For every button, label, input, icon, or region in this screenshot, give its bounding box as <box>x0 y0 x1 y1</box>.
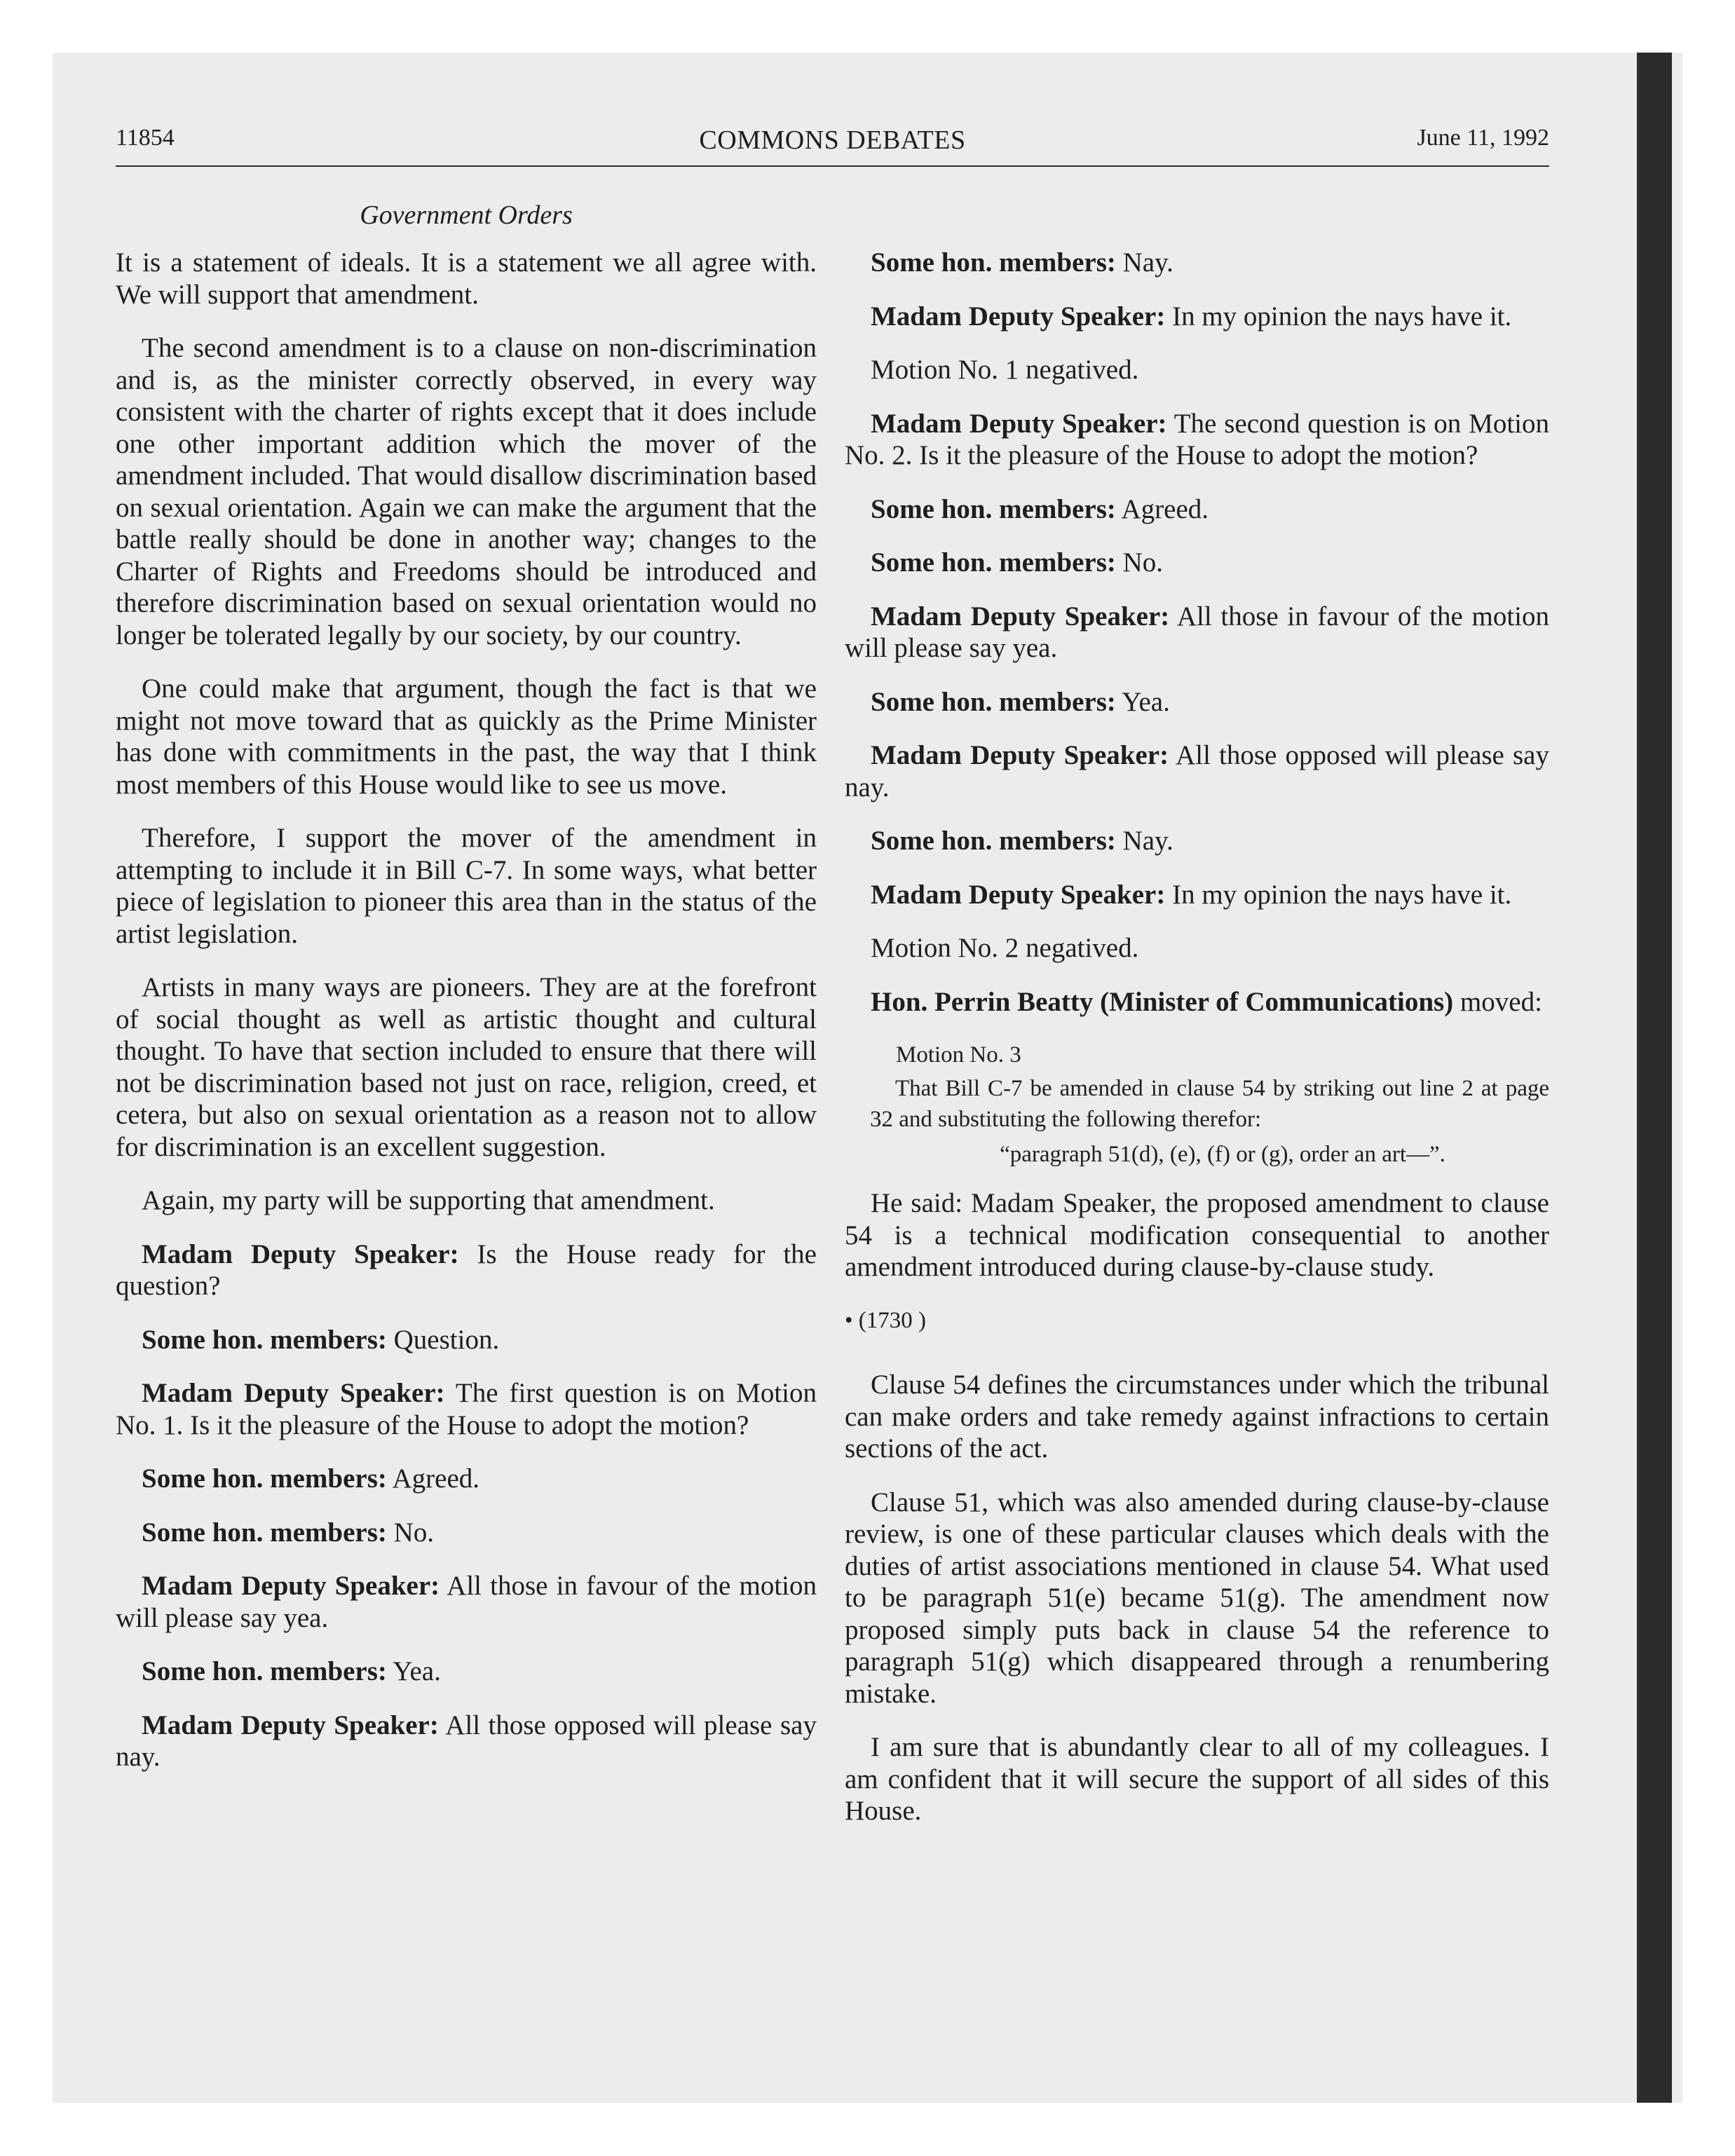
paragraph <box>845 1187 1549 1283</box>
paragraph <box>116 1239 817 1302</box>
paragraph <box>845 739 1549 803</box>
paragraph <box>116 1517 817 1549</box>
left-column <box>116 247 817 1795</box>
paragraph <box>845 825 1549 857</box>
paragraph <box>116 971 817 1163</box>
speaker-name: Madam Deputy Speaker: <box>871 301 1166 332</box>
paragraph <box>845 408 1549 472</box>
speaker-name: Hon. Perrin Beatty (Minister of Communications) <box>871 986 1454 1017</box>
speaker-name: Madam Deputy Speaker: <box>142 1378 445 1408</box>
page-date: June 11, 1992 <box>1417 125 1549 151</box>
paragraph-text: Agreed. <box>392 1464 480 1494</box>
speaker-name: Madam Deputy Speaker: <box>871 879 1166 910</box>
paragraph-text: Clause 54 defines the circumstances under which the tribunal can make orders and take remedy against infractions to certain sections of the act. <box>845 1370 1549 1464</box>
page-header <box>116 125 1549 167</box>
paragraph <box>845 1731 1549 1827</box>
paragraph-text: No. <box>1122 547 1164 578</box>
paragraph-text: Therefore, I support the mover of the amendment in attempting to include it in Bill C-7. In some ways, what better piece of legislation to pioneer this area than in the status of the artist legislation. <box>116 823 817 949</box>
paragraph <box>845 354 1549 386</box>
binding-edge <box>1637 53 1672 2103</box>
speaker-name: Madam Deputy Speaker: <box>142 1239 459 1269</box>
page-number: 11854 <box>116 125 175 151</box>
paragraph <box>845 601 1549 664</box>
paragraph <box>116 673 817 800</box>
motion-label: Motion No. 3 <box>896 1042 1021 1067</box>
speaker-name: Some hon. members: <box>142 1324 387 1355</box>
paragraph <box>116 1710 817 1773</box>
paragraph <box>116 822 817 950</box>
paragraph-text: The second question is on Motion No. 2. Is it the pleasure of the House to adopt the motion? <box>845 408 1549 470</box>
paragraph <box>845 493 1549 526</box>
section-title: Government Orders <box>360 200 573 230</box>
speaker-name: Some hon. members: <box>871 686 1116 717</box>
speaker-name: Some hon. members: <box>142 1517 387 1548</box>
paragraph-text: Yea. <box>1122 686 1170 717</box>
paragraph <box>116 1570 817 1634</box>
paragraph <box>845 686 1549 718</box>
paragraph-text: moved: <box>1460 986 1542 1017</box>
paragraph <box>116 247 817 311</box>
paragraph-text: One could make that argument, though the fact is that we might not move toward that as quickly as the Prime Minister has done with commitments in the past, the way that I think most members of this House would like to see us move. <box>116 674 817 800</box>
speaker-name: Some hon. members: <box>871 547 1116 578</box>
paragraph-text: The second amendment is to a clause on non-discrimination and is, as the minister correctly observed, in every way consistent with the charter of rights except that it does include one other important addition which the mover of the amendment included. That would disallow discrimination based on sexual orientation. Again we can make the argument that the battle really should be done in another way; changes to the Charter of Rights and Freedoms should be introduced and therefore discrimination based on sexual orientation would no longer be tolerated legally by our society, by our country. <box>116 333 817 650</box>
paragraph <box>845 879 1549 911</box>
paragraph-text: I am sure that is abundantly clear to all of my colleagues. I am confident that it will secure the support of all sides of this House. <box>845 1732 1549 1826</box>
paragraph-text: Nay. <box>1122 826 1173 856</box>
paragraph-text: In my opinion the nays have it. <box>1172 301 1512 332</box>
paragraph-text: It is a statement of ideals. It is a statement we all agree with. We will support that amendment. <box>116 247 817 310</box>
right-column-statement <box>845 1187 1549 1283</box>
speaker-name: Madam Deputy Speaker: <box>871 740 1169 770</box>
paragraph-text: Question. <box>393 1324 500 1355</box>
motion-block <box>870 1039 1549 1170</box>
paragraph-text: The first question is on Motion No. 1. Is it the pleasure of the House to adopt the motion? <box>116 1378 817 1440</box>
publication-title: COMMONS DEBATES <box>699 125 966 155</box>
right-column <box>845 247 1549 1849</box>
speaker-name: Some hon. members: <box>142 1464 387 1494</box>
paragraph-text: All those in favour of the motion will please say yea. <box>116 1571 817 1633</box>
paragraph-text: All those opposed will please say nay. <box>116 1710 817 1772</box>
paragraph-text: He said: Madam Speaker, the proposed amendment to clause 54 is a technical modification consequential to another amendment introduced during clause-by-clause study. <box>845 1188 1549 1282</box>
paragraph <box>845 1487 1549 1710</box>
header-rule <box>116 165 1549 167</box>
speaker-name: Madam Deputy Speaker: <box>871 408 1167 439</box>
paragraph-text: Is the House ready for the question? <box>116 1239 817 1301</box>
speaker-name: Madam Deputy Speaker: <box>142 1710 439 1740</box>
speaker-name: Some hon. members: <box>871 826 1116 856</box>
paragraph <box>116 1463 817 1495</box>
speaker-name: Madam Deputy Speaker: <box>142 1571 440 1601</box>
paragraph-text: No. <box>393 1517 435 1548</box>
right-column-debate <box>845 247 1549 1018</box>
paragraph <box>845 1369 1549 1465</box>
paragraph <box>116 1324 817 1356</box>
paragraph-text: Artists in many ways are pioneers. They are at the forefront of social thought as well as artistic thought and cultural thought. To have that section included to ensure that there will not be discrimination based not just on race, religion, creed, et cetera, but also on sexual orientation as a reason not to allow for discrimination is an excellent suggestion. <box>116 972 817 1162</box>
paragraph <box>116 1185 817 1217</box>
paragraph-text: Agreed. <box>1121 493 1209 524</box>
paragraph <box>116 1377 817 1441</box>
paragraph <box>845 932 1549 964</box>
time-marker: • (1730 ) <box>845 1307 927 1333</box>
paragraph-text: All those opposed will please say nay. <box>845 740 1549 803</box>
paragraph-text: Motion No. 2 negatived. <box>871 933 1139 963</box>
paragraph <box>845 247 1549 279</box>
speaker-name: Some hon. members: <box>871 247 1116 278</box>
paragraph <box>116 332 817 651</box>
paragraph <box>845 301 1549 333</box>
speaker-name: Some hon. members: <box>142 1656 387 1686</box>
paragraph-text: Again, my party will be supporting that amendment. <box>142 1185 715 1215</box>
right-column-explanation <box>845 1369 1549 1827</box>
paragraph-text: All those in favour of the motion will please say yea. <box>845 601 1549 663</box>
paragraph-text: In my opinion the nays have it. <box>1172 879 1512 910</box>
paragraph-text: Nay. <box>1122 247 1173 278</box>
paragraph <box>116 1656 817 1688</box>
motion-substitution: “paragraph 51(d), (e), (f) or (g), order an art—”. <box>1000 1142 1445 1167</box>
speaker-name: Madam Deputy Speaker: <box>871 601 1170 632</box>
paragraph <box>845 986 1549 1018</box>
motion-text: That Bill C-7 be amended in clause 54 by striking out line 2 at page 32 and substituting the following therefor: <box>870 1076 1549 1132</box>
paragraph-text: Clause 51, which was also amended during clause-by-clause review, is one of these particular clauses which deals with the duties of artist associations mentioned in clause 54. What used to be paragraph 51(e) became 51(g). The amendment now proposed simply puts back in clause 54 the reference to paragraph 51(g) which disappeared through a renumbering mistake. <box>845 1487 1549 1709</box>
paragraph <box>845 547 1549 579</box>
paragraph-text: Motion No. 1 negatived. <box>871 355 1139 385</box>
paragraph-text: Yea. <box>393 1656 441 1686</box>
speaker-name: Some hon. members: <box>871 493 1116 524</box>
